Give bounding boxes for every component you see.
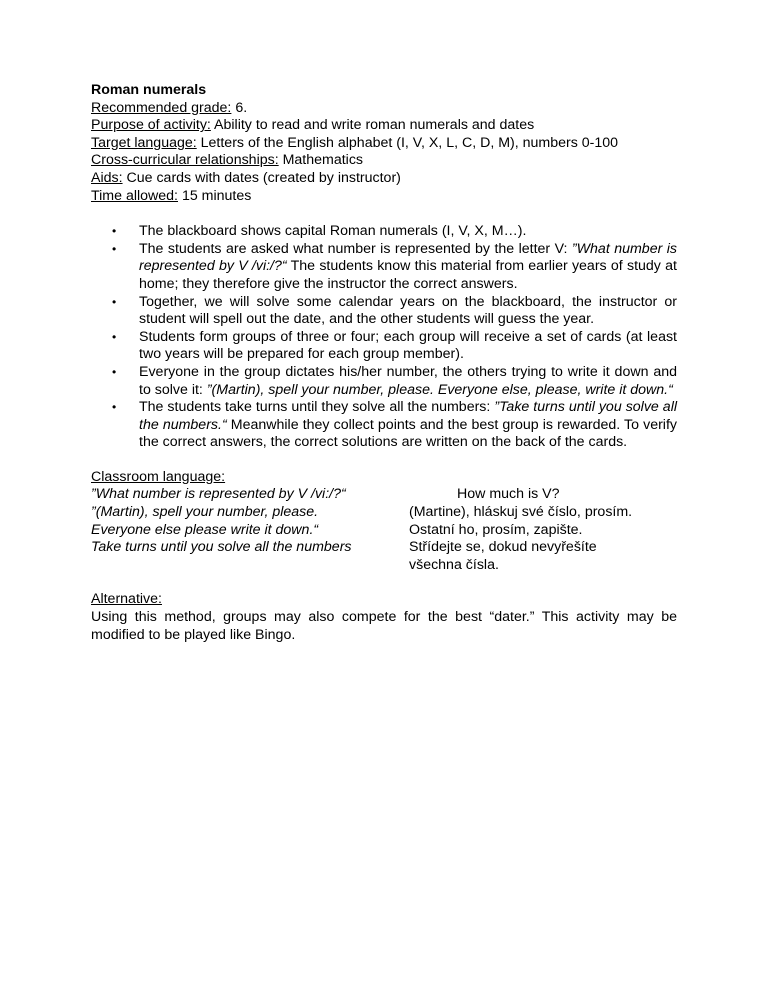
- step-text: The blackboard shows capital Roman numerals (I, V, X, M…).: [139, 223, 527, 240]
- meta-aids: [91, 170, 677, 188]
- meta-value: Ability to read and write roman numerals and dates: [210, 117, 535, 134]
- meta-value: 6.: [231, 99, 248, 116]
- step-text-after: The students know this material from earlier years of study at home; they therefore give the instructor the correct answers.: [139, 258, 677, 292]
- step-text: The students are asked what number is represented by the letter V:: [139, 240, 572, 257]
- meta-value: Mathematics: [278, 152, 364, 169]
- meta-label: Target language:: [91, 134, 197, 151]
- meta-value: 15 minutes: [178, 187, 252, 204]
- english-phrases: [91, 486, 409, 574]
- list-item: [91, 294, 677, 329]
- step-text: The students take turns until they solve all the numbers:: [139, 399, 495, 416]
- bullet-icon: •: [112, 364, 117, 379]
- czech-phrases: [409, 486, 677, 574]
- meta-label: Recommended grade:: [91, 99, 232, 116]
- meta-value: Cue cards with dates (created by instructor): [122, 169, 401, 186]
- step-quote: ”What number is represented by V /vi:/?“: [139, 240, 677, 275]
- bullet-icon: •: [112, 241, 117, 256]
- czech-phrase: Střídejte se, dokud nevyřešíte: [409, 539, 597, 556]
- step-quote: ”Take turns until you solve all the numbers.“: [139, 399, 678, 433]
- activity-steps-list: [91, 223, 677, 452]
- list-item: [91, 364, 677, 399]
- english-phrase: Everyone else please write it down.“: [91, 521, 319, 538]
- step-text: Everyone in the group dictates his/her number, the others trying to write it down and to solve it:: [139, 363, 677, 398]
- czech-phrase: všechna čísla.: [409, 556, 499, 573]
- meta-label: Cross-curricular relationships:: [91, 152, 279, 169]
- meta-label: Purpose of activity:: [91, 117, 211, 134]
- meta-purpose: [91, 117, 677, 135]
- step-text: Together, we will solve some calendar years on the blackboard, the instructor or student will spell out the date, and the other students will guess the year.: [139, 293, 677, 328]
- meta-recommended-grade: [91, 100, 677, 118]
- list-item: [91, 241, 677, 294]
- czech-phrase: (Martine), hláskuj své číslo, prosím.: [409, 504, 633, 521]
- english-phrase: ”(Martin), spell your number, please.: [91, 504, 319, 521]
- english-phrase: Take turns until you solve all the numbers: [91, 539, 352, 556]
- meta-cross-curricular: [91, 152, 677, 170]
- alternative-text: Using this method, groups may also compete for the best “dater.” This activity may be modified to be played like Bingo.: [91, 609, 677, 643]
- step-quote: ”(Martin), spell your number, please. Everyone else, please, write it down.“: [206, 381, 673, 398]
- meta-time-allowed: [91, 188, 677, 206]
- classroom-language-table: [91, 486, 677, 574]
- czech-phrase: Ostatní ho, prosím, zapište.: [409, 521, 583, 538]
- alternative-section: [91, 591, 677, 644]
- czech-phrase: How much is V?: [457, 486, 560, 503]
- list-item: [91, 399, 677, 452]
- meta-label: Aids:: [91, 169, 123, 186]
- document-title: Roman numerals: [91, 82, 207, 98]
- classroom-language-section: [91, 469, 677, 575]
- bullet-icon: •: [112, 224, 117, 239]
- meta-label: Time allowed:: [91, 187, 178, 204]
- bullet-icon: •: [112, 329, 117, 344]
- english-phrase: ”What number is represented by V /vi:/?“: [91, 486, 346, 503]
- meta-value: Letters of the English alphabet (I, V, X, L, C, D, M), numbers 0-100: [196, 134, 619, 151]
- classroom-language-heading: Classroom language:: [91, 468, 226, 485]
- alternative-heading: Alternative:: [91, 591, 162, 608]
- step-text: Students form groups of three or four; each group will receive a set of cards (at least two years will be prepared for each group member).: [139, 328, 677, 363]
- activity-meta: [91, 100, 677, 206]
- document-page: [91, 82, 677, 644]
- bullet-icon: •: [112, 400, 117, 415]
- meta-target-language: [91, 135, 677, 153]
- bullet-icon: •: [112, 294, 117, 309]
- list-item: [91, 329, 677, 364]
- list-item: [91, 223, 677, 241]
- step-text-after: Meanwhile they collect points and the best group is rewarded. To verify the correct answers, the correct solutions are written on the back of the cards.: [139, 416, 677, 451]
